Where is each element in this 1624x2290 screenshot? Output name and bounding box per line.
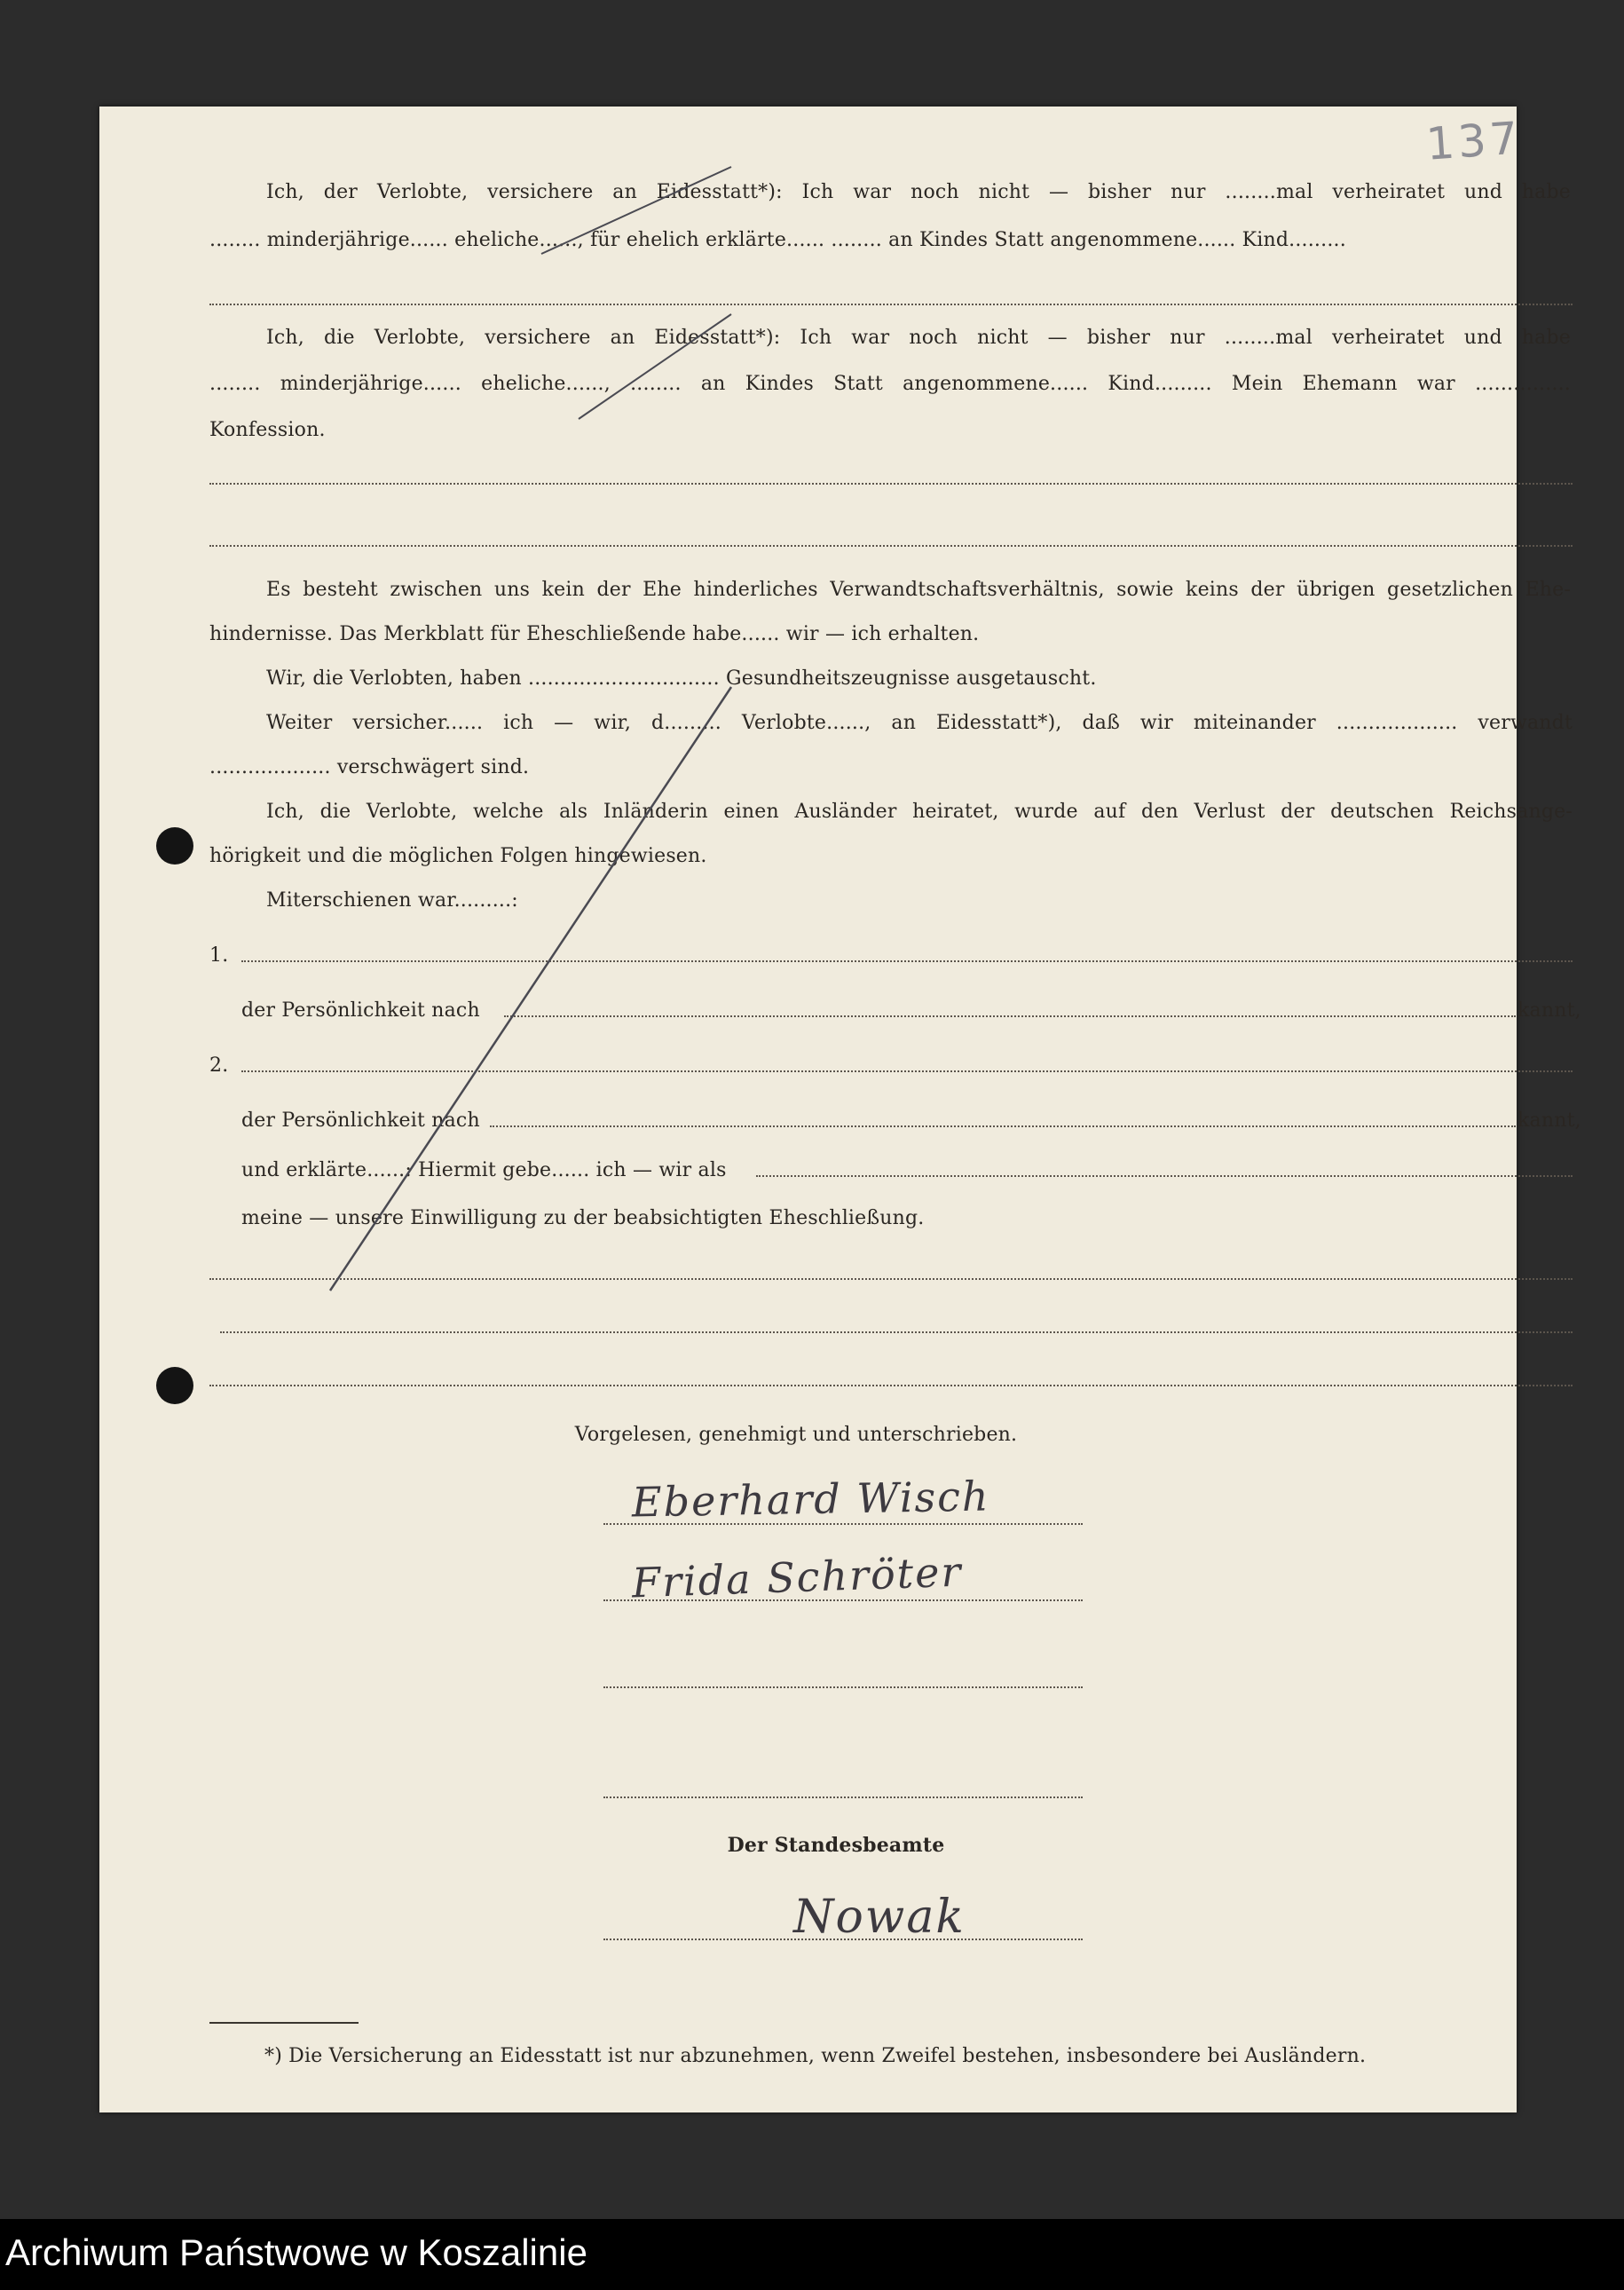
footnote: *) Die Versicherung an Eidesstatt ist nur abzunehmen, wenn Zweifel bestehen, insbesondere bei Ausländern. (264, 2045, 1367, 2067)
bride-declaration-line-1: Ich, die Verlobte, versichere an Eidesstatt*): Ich war noch nicht — bisher nur ........mal verheiratet und habe (266, 327, 1571, 349)
bride-declaration-line-2: ........ minderjährige...... eheliche......, ........ an Kindes Statt angenommene...... Kind......... Mein Ehemann war ............... (209, 373, 1571, 395)
document-page (99, 107, 1581, 2112)
witness-1-person-label: der Persönlichkeit nach (241, 999, 480, 1022)
witness-2-known: kannt, (1518, 1109, 1581, 1132)
foreigner-line-2: hörigkeit und die möglichen Folgen hingewiesen. (209, 845, 707, 867)
strike-line-witness (330, 687, 731, 1291)
registrar-label: Der Standesbeamte (727, 1834, 945, 1857)
bride-declaration-line-3: Konfession. (209, 419, 326, 441)
strike-line-bride (579, 314, 731, 419)
punch-hole (156, 827, 193, 865)
impediments-line-2: hindernisse. Das Merkblatt für Eheschließende habe...... wir — ich erhalten. (209, 623, 980, 645)
witness-number-1: 1. (209, 944, 229, 967)
page-number: 137 (1424, 112, 1524, 170)
read-approved-text: Vorgelesen, genehmigt und unterschrieben. (574, 1424, 1018, 1446)
relationship-line-2: ................... verschwägert sind. (209, 756, 530, 778)
witness-intro: Miterschienen war.........: (266, 889, 518, 912)
groom-declaration-line-2: ........ minderjährige...... eheliche......, für ehelich erklärte...... ........ an Kindes Statt angenommene...... Kind......... (209, 229, 1346, 251)
punch-hole (156, 1367, 193, 1404)
witness-1-known: kannt, (1518, 999, 1581, 1022)
groom-declaration-line-1: Ich, der Verlobte, versichere an Eidesstatt*): Ich war noch nicht — bisher nur ........mal verheiratet und habe (266, 181, 1571, 203)
impediments-line-1: Es besteht zwischen uns kein der Ehe hinderliches Verwandtschaftsverhältnis, sowie keins der übrigen gesetzlichen Ehe- (266, 579, 1571, 601)
witness-number-2: 2. (209, 1054, 229, 1077)
strike-through-lines (99, 107, 1517, 2112)
witness-2-person-label: der Persönlichkeit nach (241, 1109, 480, 1132)
archive-footer (0, 2219, 1624, 2290)
bride-signature: Frida Schröter (631, 1547, 964, 1607)
relationship-line-1: Weiter versicher...... ich — wir, d......... Verlobte......, an Eidesstatt*), daß wir miteinander ................... verwandt (266, 712, 1573, 734)
consent-line: meine — unsere Einwilligung zu der beabsichtigten Eheschließung. (241, 1207, 925, 1229)
registrar-signature: Nowak (793, 1891, 966, 1944)
foreigner-line-1: Ich, die Verlobte, welche als Inländerin einen Ausländer heiratet, wurde auf den Verlust der deutschen Reichsange- (266, 801, 1573, 823)
groom-signature: Eberhard Wisch (631, 1472, 990, 1527)
health-certificates-line: Wir, die Verlobten, haben .............................. Gesundheitszeugnisse ausgetauscht. (266, 667, 1097, 690)
strike-line-groom (541, 167, 731, 254)
archive-name: Archiwum Państwowe w Koszalinie (5, 2231, 587, 2273)
declared-line: und erklärte......: Hiermit gebe...... ich — wir als (241, 1159, 727, 1181)
